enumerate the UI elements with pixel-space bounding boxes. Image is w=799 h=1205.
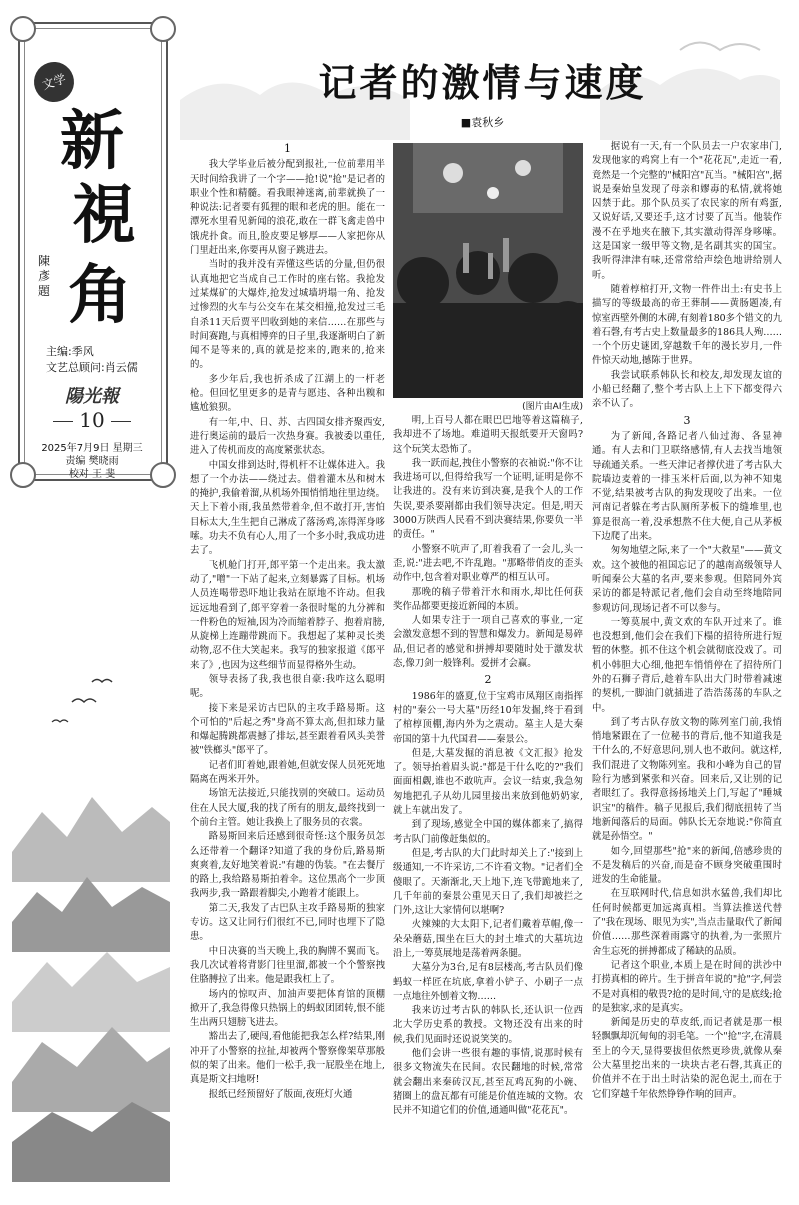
paragraph: 我来访过考古队的韩队长,还认识一位西北大学历史系的教授。文物还没有出来的时候,我们见面时还说说笑笑的。 — [393, 1005, 583, 1045]
paragraph: 飞机舱门打开,郎平第一个走出来。我太激动了,"噌"一下站了起来,立刻暴露了目标。机场人员连喝带恐吓地让我站在原地不许动。但我远远地看到了,郎平穿着一条很时髦的九分裤和一件粉色的短袖,因为冷而缩着脖子、抱着肩膀,从旋梯上连蹦带跳而下。我想起了某种灵长类动物,忍不住大笑起来。我写的独家报道《郎平来了》,也因为这些细节而显得格外生动。 — [190, 559, 385, 671]
paragraph: 明,上百号人都在眼巴巴地等着这篇稿子,我却进不了场地。难道明天报纸要开天窗吗?这个玩笑太恐怖了。 — [393, 415, 583, 455]
paragraph: 我一跃而起,拽住小警察的衣袖说:"你不让我进场可以,但得给我写一个证明,证明是你不让我进的。没有来访到决赛,是我个人的工作失误,要杀要剐都由我们领导决定。但是,明天3000万陕西人民看不到决赛结果,你要负一半的责任。" — [393, 457, 583, 541]
proofreader: 校对 王 斐 — [68, 469, 116, 480]
paragraph: 多少年后,我也折杀成了江湖上的一杆老枪。但回忆里更多的是青与愿违、各种出糗和尴尬狼狈。 — [190, 373, 385, 414]
paragraph: 匆匆地望之际,来了一个"大救星"——黄文欢。这个被他的祖国忘记了的越南高级领导人听闻秦公大墓的名声,要来参观。但陪同外宾采访的都是特派记者,他们会自动至终地陪同参观访问,现场记者不可以参与。 — [592, 545, 782, 614]
paragraph: 领导表扬了我,我也很自豪:我咋这么聪明呢。 — [190, 673, 385, 700]
advisor-label: 文艺总顾问:肖云儒 — [46, 361, 138, 374]
press-crowd-image — [393, 143, 583, 398]
masthead-title-char: 角 — [68, 258, 132, 333]
section-number: 2 — [484, 673, 492, 687]
issue-info — [32, 442, 152, 481]
paragraph: 小警察不吭声了,盯着我看了一会儿,头一歪,说:"进去吧,不许乱跑。"那略带俏皮的歪头动作中,包含着对职业尊严的相互认可。 — [393, 543, 583, 584]
paragraph: 新闻是历史的草皮纸,而记者就是那一根轻飘飘却沉甸甸的羽毛笔。一个"抢"字,在清晨至上的今天,显得要拔但依然更珍贵,就像从秦公大墓里挖出来的一块块古老石磬,其真正的价值并不在于出土时沾染的泥色泥土,而在于它们穿越千年依然铮铮作响的回声。 — [592, 1017, 782, 1100]
section-number: 3 — [683, 413, 691, 427]
calligrapher-signature: 陳彥題 — [38, 254, 51, 298]
masthead — [12, 22, 170, 1182]
paragraph: 我大学毕业后被分配到报社,一位前辈用半天时间给我讲了一个字——抢!说"抢"是记者的职业个性和精髓。看我眼神迷离,前辈就换了一种说法:记者要有狐狸的眼和老虎的胆。能在一潭死水里看见新闻的浪花,敢在一群飞禽走兽中饿虎扑食。而且,脸皮要足够厚——人家把你从门里赶出来,你要再从窗子跳进去。 — [190, 159, 385, 257]
paragraph: 他们会讲一些很有趣的事情,说那时候有很多文物流失在民间。农民翻地的时候,常常就会翻出来秦砖汉瓦,甚至瓦鸡瓦狗的小碗、猪圈上的盘瓦都有可能是价值连城的文物。农民并不知道它们的价值,通通叫做"花花瓦"。 — [393, 1048, 583, 1117]
paragraph: 如今,回望那些"抢"来的新闻,倍感珍贵的不是发稿后的兴奋,而是奋不顾身突破重围时迸发的生命能量。 — [592, 845, 782, 886]
frame-corner-ornament — [150, 16, 176, 42]
paragraph: 场内的惊叹声、加油声要把体育馆的顶棚掀开了,我急得像只热锅上的蚂蚁团团转,恨不能生出两只翅膀飞进去。 — [190, 988, 385, 1029]
ink-landscape-illustration — [12, 622, 170, 1182]
paragraph: 但是,大墓发掘的消息被《文汇报》抢发了。领导抬着眉头说:"都是干什么吃的?"我们面面相觑,谁也不敢吭声。会议一结束,我急匆匆地把孔子从幼儿园里接出来放到他奶奶家,就上车就出发了。 — [393, 747, 583, 817]
article-headline: 记者的激情与速度 — [318, 61, 647, 105]
paragraph: 中日决赛的当天晚上,我的胸牌不翼而飞。我几次试着将背影门往里溜,都被一个个警察拽住胳膊拉了出来。他是跟我杠上了。 — [190, 945, 385, 986]
paragraph: 随着椁棺打开,文物一件件出土:有史书上描写的等级最高的帝王葬制——黄肠题凑,有惊室西壁外侧的木碑,有刻着180多个错文的九着石磬,有考古史上数量最多的186具人殉……一个个历史谜团,穿越数千年的漫长岁月,一件件惊天动地,撼陈于世界。 — [592, 283, 782, 367]
paragraph: 记者们盯着她,跟着她,但就安保人员死死地隔离在两米开外。 — [190, 759, 385, 786]
paragraph: 记者这个职业,本质上是在时间的洪沙中打捞真相的碎片。生于拼音年说的"抢"字,何尝不是对真相的敬畏?抢的是时间,守的是底线;抢的是独家,求的是真实。 — [592, 959, 782, 1014]
frame-corner-ornament — [150, 462, 176, 488]
paragraph: 路易斯回来后还感到很奇怪:这个服务员怎么还带着一个翻译?知道了我的身份后,路易斯爽爽着,友好地笑着说:"有趣的伪装。"在去餐厅的路上,我给路易斯拍着伞。这位黑高个一步顶我两步,我一路跟着脚尖,小跑着才能跟上。 — [190, 831, 385, 900]
masthead-title-char: 視 — [72, 178, 136, 253]
paragraph: 1986年的盛夏,位于宝鸡市凤翔区南指挥村的"秦公一号大墓"历经10年发掘,终于看到了棺椁顶棚,海内外为之震动。墓主人是大秦帝国的第十九代国君——秦景公。 — [393, 690, 583, 745]
paragraph: 我尝试联系韩队长和校友,却发现友谊的小船已经翻了,整个考古队上上下下都变得六亲不认了。 — [592, 369, 782, 410]
paragraph: 报纸已经预留好了版面,夜班灯火通 — [208, 1088, 353, 1100]
paragraph: 到了现场,感觉全中国的媒体都来了,搞得考古队门前像赶集似的。 — [393, 819, 583, 845]
page-number: 10 — [42, 408, 142, 432]
paragraph: 但是,考古队的大门此时却关上了:"接到上级通知,一不许采访,二不许看文物。"记者们全傻眼了。天渐渐北,天上地下,连飞带跪地来了,几千年前的秦景公重见天日了,我们却被拦之门外,这让大家情何以堪啊? — [393, 847, 583, 917]
article-photo — [393, 143, 583, 398]
photo-caption: (图片由AI生成) — [522, 402, 583, 412]
paragraph: 场馆无法接近,只能找别的突破口。运动员住在人民大厦,我的找了所有的朋友,最终找到一个前台主管。她让我换上了服务员的衣裳。 — [190, 788, 385, 828]
paragraph: 一筹莫展中,黄文欢的车队开过来了。谁也没想到,他们会在我们下榻的招待所进行短暂的休整。抓不住这个机会就彻底没戏了。司机小韩胆大心细,他把车悄悄停在了招待所门外的石狮子背后,趁着车队出大门时带着减速的契机,一脚油门就插进了浩浩荡荡的车队之中。 — [592, 616, 782, 714]
paragraph: 到了考古队存放文物的陈列室门前,我悄悄地紧跟在了一位秘书的背后,他不知道我是干什么的,不好意思问,别人也不敢问。就这样,我们混进了文物陈列室。我和小峰为自己的冒险行为感到紧张和兴奋。回来后,又让别的记者眼红了。我得意扬扬地关上门,写起了"睡城识宝"的稿件。稿子见报后,我们彻底扭转了当地新闻落后的局面。韩队长无奈地说:"你简直就是孙悟空。" — [592, 716, 782, 843]
paragraph: 中国女排到达时,得机杆不让媒体进入。我想了一个办法——绕过去。借着灌木丛和树木的掩护,我偷着溜,从机场外围悄悄地往里边绕。天上下着小雨,我虽然带着伞,但不敢打开,害怕目标太大,生生把自己淋成了落汤鸡,冻得浑身哆嗦。功夫不负有心人,用了一个多小时,我成功进去了。 — [190, 459, 385, 557]
masthead-title-char: 新 — [60, 104, 124, 179]
article-column-3 — [592, 140, 782, 1190]
paper-name: 陽光報 — [65, 386, 119, 407]
paragraph: 大墓分为3台,足有8层楼高,考古队员们像蚂蚁一样匠在坑底,拿着小铲子、小刷子一点一点地往外刨着文物…… — [393, 962, 583, 1002]
paragraph: 当时的我并没有弄懂这些话的分量,但仍很认真地把它当成自己工作时的座右铭。我抢发过某煤矿的大爆炸,抢发过城墙坍塌一角、抢发过惨烈的火车与公交车在某交相撞,抢发过三毛自杀11天后贾平凹收到她的来信……在那些与时间赛跑,与真相博弈的日子里,我逐渐明白了新闻不是等来的,真的就是挖来的,跑来的,抢来的。 — [190, 259, 385, 371]
paragraph: 在互联网时代,信息如洪水猛兽,我们却比任何时候都更加远离真相。当算法推送代替了"我在现场、眼见为实",当点击量取代了新闻价值……那些深着雨露守的执着,为一张照片舍生忘死的拼搏都成了稀缺的品质。 — [592, 888, 782, 957]
article-byline: ■袁秋乡 — [460, 116, 505, 129]
article-column-1 — [190, 140, 385, 1190]
issue-date: 2025年7月9日 星期三 — [41, 443, 143, 454]
article-column-2 — [393, 414, 583, 1190]
paragraph: 豁出去了,硬闯,看他能把我怎么样?结果,刚冲开了小警察的拉扯,却被两个警察像架草那般似的架了出来。他们一松手,我一屁股坐在地上,真是斯文扫地呀! — [190, 1031, 385, 1086]
paragraph: 据说有一天,有一个队员去一户农家串门,发现他家的鸡窝上有一个"花花瓦",走近一看,竟然是一个完整的"械阳宫"瓦当。"械阳宫",据说是秦始皇发现了母亲和嫪毐的私情,就将她囚禁于此。那个队员买了农民家的所有鸡蛋,又说好话,又要还手,这才讨要了瓦当。他装作漫不在乎地夹在腋下,其实激动得浑身哆嗦。这是国家一级甲等文物,是名副其实的国宝。我听得津津有味,还常常给声绘色地讲给别人听。 — [592, 141, 782, 281]
section-number: 1 — [284, 142, 291, 155]
duty-editor: 责编 樊晓雨 — [65, 456, 119, 467]
paragraph: 人如果专注于一项自己喜欢的事业,一定会激发意想不到的智慧和爆发力。新闻是易碎品,但记者的感觉和拼搏却要随时处于激发状态,像刀剑一般锋利。爱拼才会赢。 — [393, 615, 583, 670]
paragraph: 那晚的稿子带着汗水和雨水,却比任何获奖作品都要更接近新闻的本质。 — [393, 586, 583, 612]
editor-label: 主编:季风 — [46, 345, 94, 358]
paragraph: 接下来是采访古巴队的主攻手路易斯。这个可怕的"后起之秀"身高不算太高,但扣球力量和爆起腾跳都震撼了排坛,甚至跟着看风头美誉被"铁榔头"郎平了。 — [190, 702, 385, 757]
paragraph: 火辣辣的大太阳下,记者们戴着草帽,像一朵朵蘑菇,围坐在巨大的封土堆式的大墓坑边沿上,一筹莫展地是荡着两条腿。 — [393, 919, 583, 959]
paragraph: 为了新闻,各路记者八仙过海、各显神通。有人去和门卫联络感情,有人去找当地领导疏通关系。一些天津记者撑伏进了考古队大院墙边麦着的一排玉米杆后面,以为神不知鬼不觉,结果被考古队的狗发现咬了出来。一位河南记者躲在考古队厕所茅板下的缝堆里,也算是很高一着,没承想熬不住大便,自己从茅板下边爬了出来。 — [592, 430, 782, 543]
editorial-info — [46, 344, 138, 376]
section-badge: 文学 — [29, 57, 79, 107]
paragraph: 第二天,我发了古巴队主攻手路易斯的独家专访。这又让同行们很红不已,同时也埋下了隐患。 — [190, 902, 385, 943]
frame-corner-ornament — [10, 16, 36, 42]
paragraph: 有一年,中、日、苏、古四国女排齐聚西安,进行奥运前的最后一次热身赛。我被委以重任,进入了传机而皮的高度紧张状态。 — [190, 416, 385, 457]
